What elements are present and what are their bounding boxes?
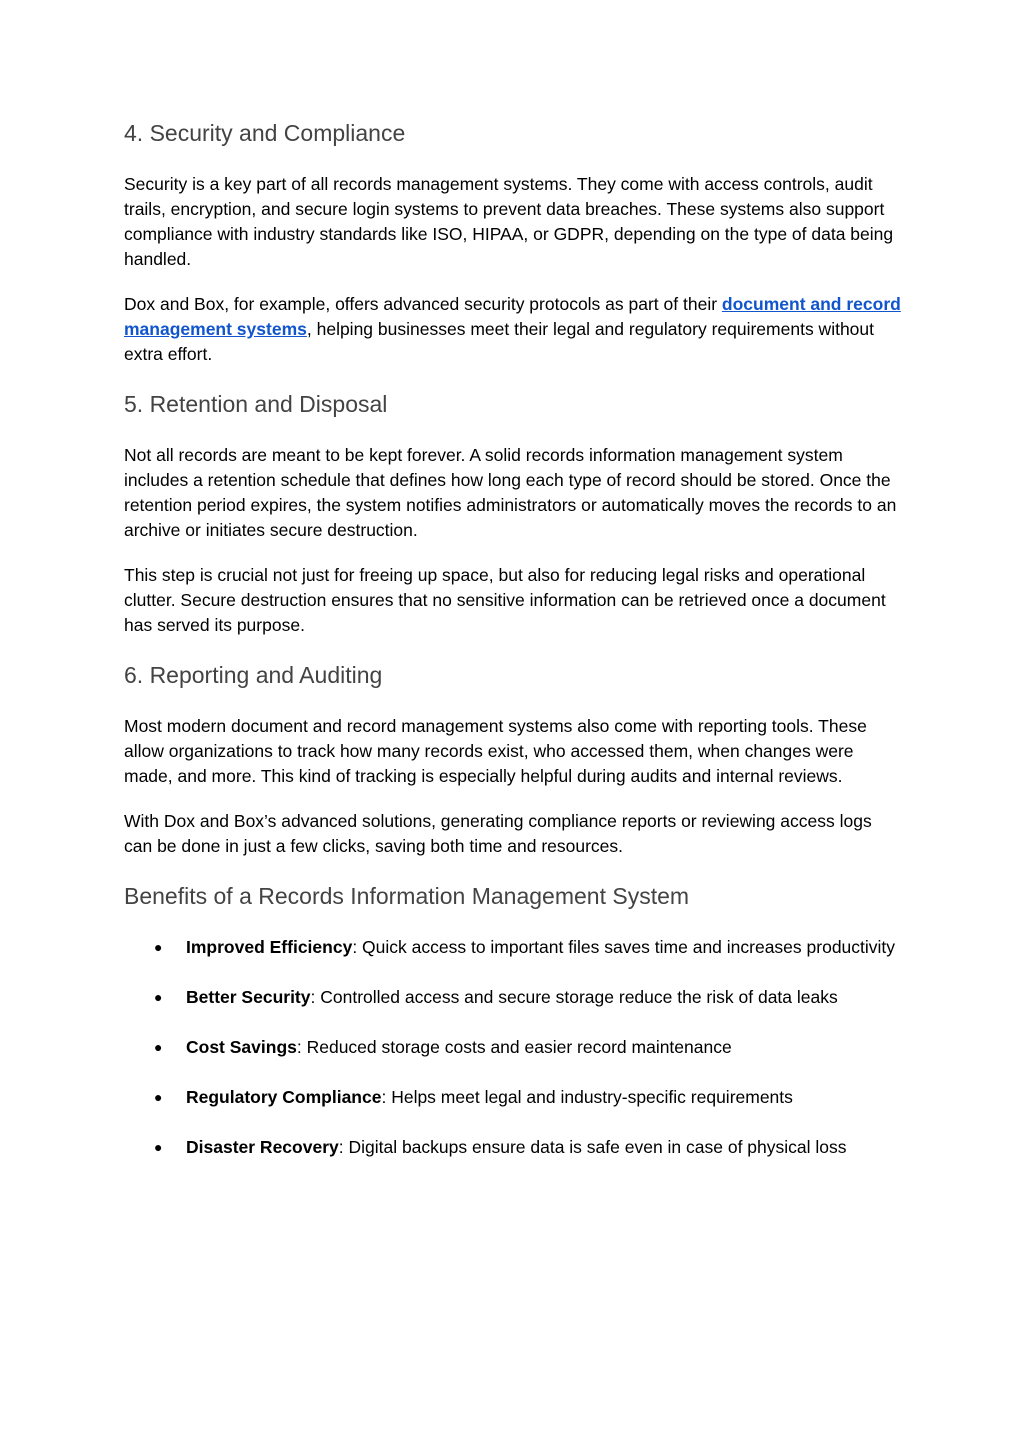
- reporting-paragraph-2: With Dox and Box’s advanced solutions, generating compliance reports or reviewing access logs can be done in just a few clicks, saving both time and resources.: [124, 811, 872, 856]
- benefit-description: : Controlled access and secure storage reduce the risk of data leaks: [310, 987, 838, 1007]
- bullet-icon: ●: [154, 989, 163, 1005]
- security-paragraph-2-text-after: , helping businesses meet their legal and regulatory requirements without extra effort.: [124, 319, 875, 364]
- section-heading-benefits: Benefits of a Records Information Management System: [124, 883, 690, 909]
- section-heading-security: 4. Security and Compliance: [124, 120, 406, 146]
- benefit-term: Better Security: [186, 987, 311, 1007]
- benefit-term: Cost Savings: [186, 1037, 297, 1057]
- benefit-term: Regulatory Compliance: [186, 1087, 382, 1107]
- security-paragraph-1: Security is a key part of all records management systems. They come with access controls, audit trails, encryption, and secure login systems to prevent data breaches. These systems also support compliance with industry standards like ISO, HIPAA, or GDPR, depending on the type of data being handled.: [124, 174, 894, 269]
- benefit-term: Disaster Recovery: [186, 1137, 339, 1157]
- list-item: [124, 1085, 904, 1110]
- bullet-icon: ●: [154, 939, 163, 955]
- bullet-icon: ●: [154, 1139, 163, 1155]
- benefit-description: : Helps meet legal and industry-specific requirements: [381, 1087, 793, 1107]
- benefit-description: : Reduced storage costs and easier record maintenance: [296, 1037, 732, 1057]
- benefit-description: : Digital backups ensure data is safe even in case of physical loss: [338, 1137, 847, 1157]
- document-management-link[interactable]: document and record management systems: [124, 294, 901, 339]
- retention-paragraph-1: Not all records are meant to be kept forever. A solid records information management system includes a retention schedule that defines how long each type of record should be stored. Once the retention period expires, the system notifies administrators or automatically moves the records to an archive or initiates secure destruction.: [124, 445, 897, 540]
- security-paragraph-2-text-before: Dox and Box, for example, offers advanced security protocols as part of their: [124, 294, 722, 314]
- list-item: [124, 1035, 904, 1060]
- bullet-icon: ●: [154, 1089, 163, 1105]
- document-page: [124, 118, 904, 1185]
- reporting-paragraph-1: Most modern document and record management systems also come with reporting tools. These allow organizations to track how many records exist, who accessed them, when changes were made, and more. This kind of tracking is especially helpful during audits and internal reviews.: [124, 716, 867, 786]
- list-item: [124, 985, 904, 1010]
- benefits-list: [124, 935, 904, 1160]
- benefit-term: Improved Efficiency: [186, 937, 353, 957]
- benefit-description: : Quick access to important files saves time and increases productivity: [352, 937, 896, 957]
- section-heading-reporting: 6. Reporting and Auditing: [124, 662, 383, 688]
- bullet-icon: ●: [154, 1039, 163, 1055]
- security-paragraph-2: [124, 292, 904, 367]
- section-heading-retention: 5. Retention and Disposal: [124, 391, 388, 417]
- list-item: [124, 935, 904, 960]
- retention-paragraph-2: This step is crucial not just for freeing up space, but also for reducing legal risks and operational clutter. Secure destruction ensures that no sensitive information can be retrieved once a document has served its purpose.: [124, 565, 886, 635]
- list-item: [124, 1135, 904, 1160]
